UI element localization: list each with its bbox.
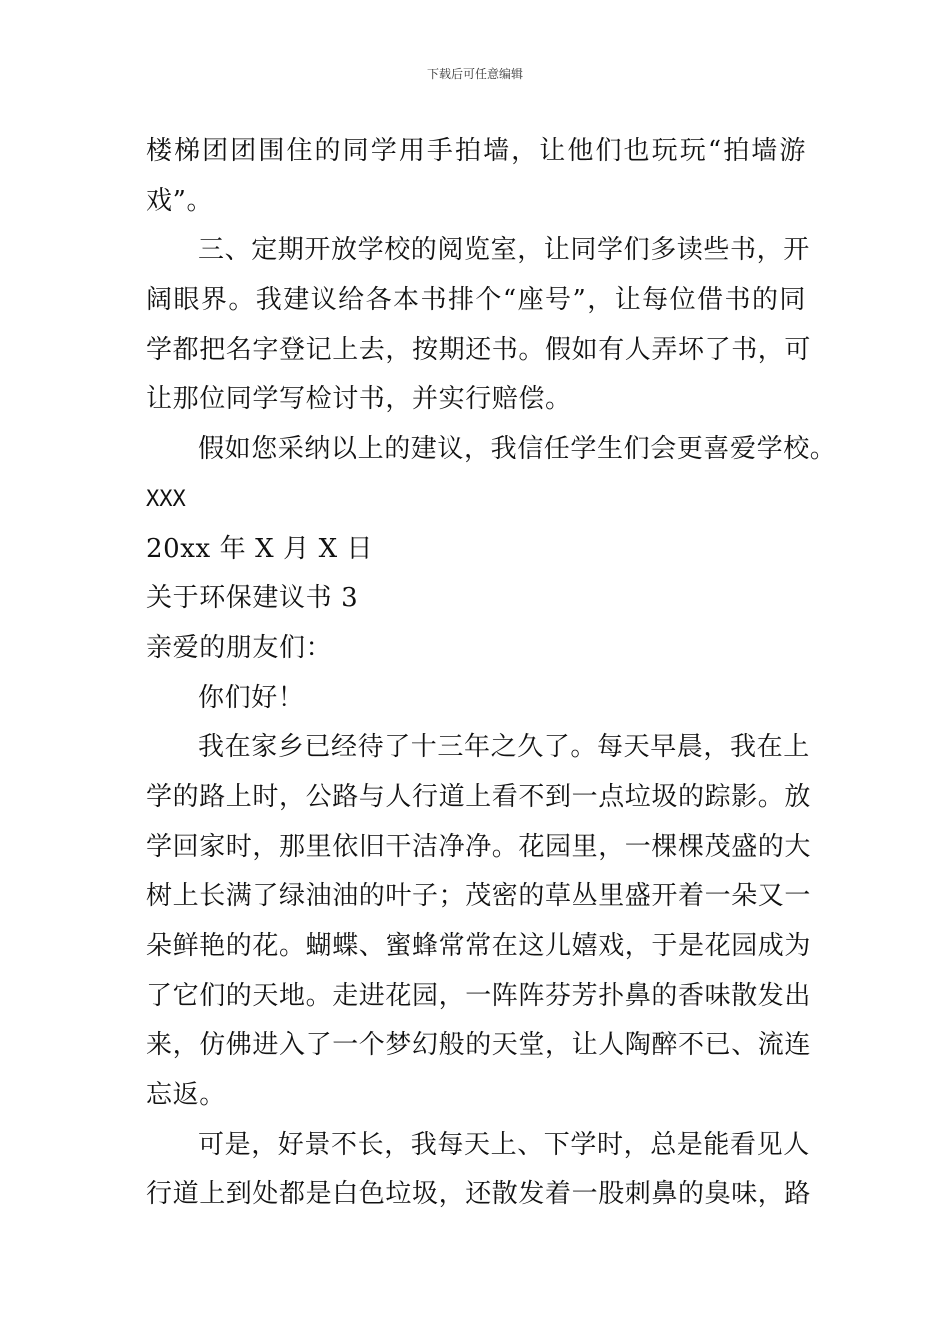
signature-date: 20xx 年 X 月 X 日 xyxy=(146,533,374,564)
greeting: 你们好！ xyxy=(198,682,305,713)
salutation: 亲爱的朋友们： xyxy=(146,632,333,663)
paragraph-line: 假如您采纳以上的建议，我信任学生们会更喜爱学校。 xyxy=(198,434,837,465)
document-body xyxy=(146,127,837,1220)
paragraph-line: 来，仿佛进入了一个梦幻般的天堂，让人陶醉不已、流连 xyxy=(146,1030,812,1061)
paragraph-line: 可是，好景不长，我每天上、下学时，总是能看见人 xyxy=(198,1129,810,1160)
page-header: 下载后可任意编辑 xyxy=(426,67,523,81)
paragraph-line: 戏”。 xyxy=(146,185,214,216)
paragraph-line: 学的路上时，公路与人行道上看不到一点垃圾的踪影。放 xyxy=(146,781,812,812)
paragraph-line: 我在家乡已经待了十三年之久了。每天早晨，我在上 xyxy=(198,732,810,763)
paragraph-line: 了它们的天地。走进花园，一阵阵芬芳扑鼻的香味散发出 xyxy=(146,980,812,1011)
paragraph-line: 让那位同学写检讨书，并实行赔偿。 xyxy=(146,384,572,415)
paragraph-line: 学都把名字登记上去，按期还书。假如有人弄坏了书，可 xyxy=(146,334,812,365)
paragraph-line: 学回家时，那里依旧干洁净净。花园里，一棵棵茂盛的大 xyxy=(146,831,812,862)
paragraph-line: 三、定期开放学校的阅览室，让同学们多读些书，开 xyxy=(198,235,810,266)
paragraph-line: 朵鲜艳的花。蝴蝶、蜜蜂常常在这儿嬉戏，于是花园成为 xyxy=(146,931,812,961)
paragraph-line: 树上长满了绿油油的叶子；茂密的草丛里盛开着一朵又一 xyxy=(146,881,812,912)
signature-name: XXX xyxy=(146,486,186,512)
paragraph-line: 阔眼界。我建议给各本书排个“座号”，让每位借书的同 xyxy=(146,285,806,316)
paragraph-line: 忘返。 xyxy=(146,1080,226,1111)
paragraph-line: 行道上到处都是白色垃圾，还散发着一股刺鼻的臭味，路 xyxy=(146,1179,812,1210)
paragraph-line: 楼梯团团围住的同学用手拍墙，让他们也玩玩“拍墙游 xyxy=(146,136,806,166)
section-title: 关于环保建议书 3 xyxy=(146,583,359,614)
